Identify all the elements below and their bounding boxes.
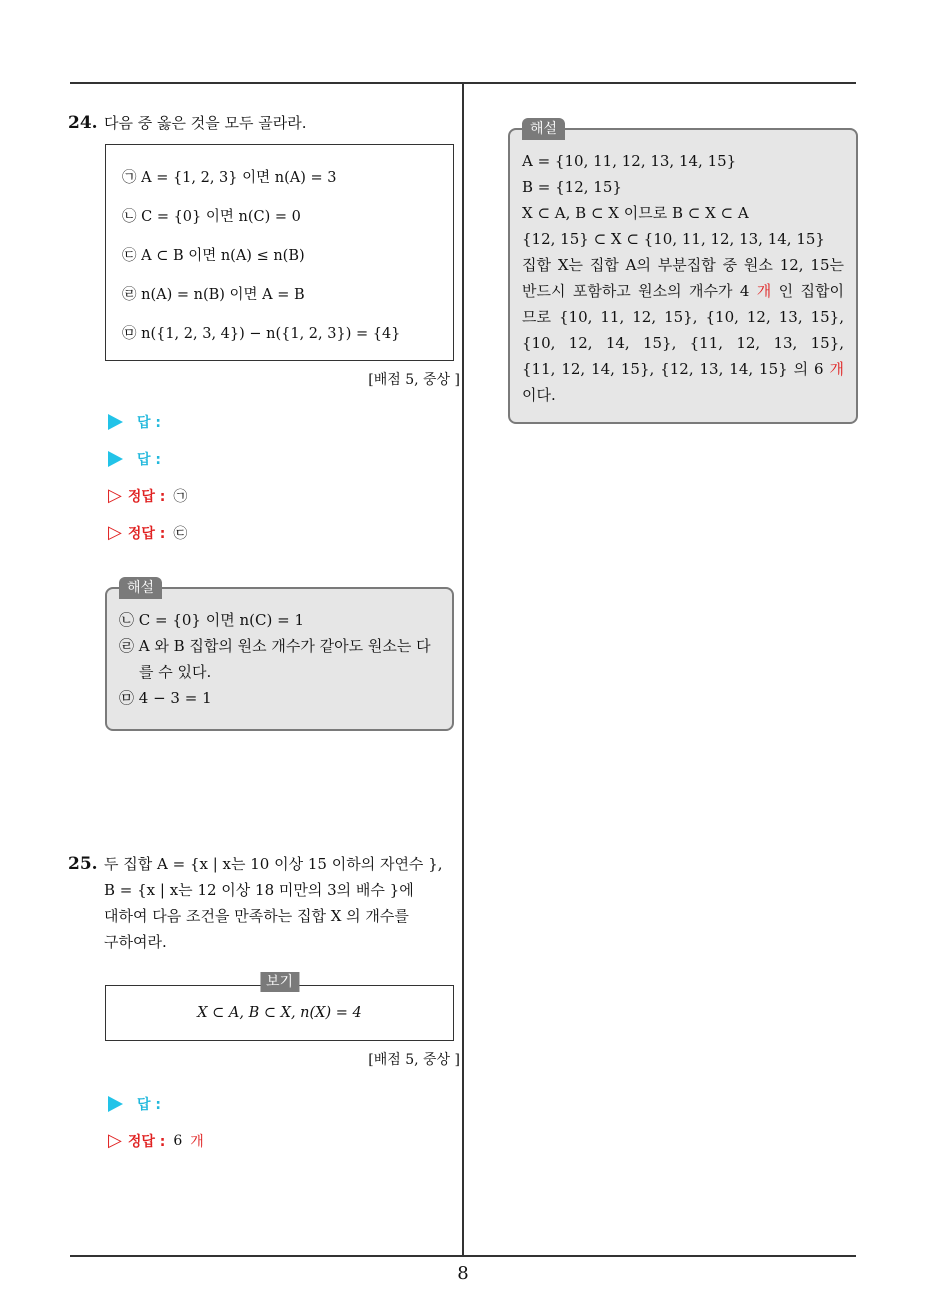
answer-triangle-icon bbox=[108, 414, 123, 430]
question-line: 두 집합 A = {x | x는 10 이상 15 이하의 자연수 }, bbox=[104, 855, 443, 873]
correct-value: ㉠ bbox=[173, 488, 188, 505]
explanation-box-25 bbox=[508, 121, 858, 424]
answer-line-1 bbox=[108, 1085, 454, 1122]
explanation-line: ㉤ 4 − 3 = 1 bbox=[119, 689, 212, 707]
choice-4: ㉣ n(A) = n(B) 이면 A = B bbox=[122, 287, 305, 303]
explanation-line: A = {10, 11, 12, 13, 14, 15} bbox=[522, 152, 737, 170]
explanation-line: 를 수 있다. bbox=[139, 663, 212, 681]
correct-answer-2 bbox=[108, 514, 454, 551]
correct-answer-1 bbox=[108, 1122, 454, 1159]
question-24 bbox=[68, 110, 454, 136]
outline-triangle-icon: ▷ bbox=[108, 1130, 122, 1151]
explanation-line: 므로 {10, 11, 12, 15}, {10, 12, 13, 15}, bbox=[522, 308, 844, 326]
points-label: [배점 5, 중상 ] bbox=[368, 372, 460, 388]
choice-2: ㉡ C = {0} 이면 n(C) = 0 bbox=[122, 209, 301, 225]
answer-line-1 bbox=[108, 403, 454, 440]
explanation-line: ㉣ A 와 B 집합의 원소 개수가 같아도 원소는 다 bbox=[119, 637, 431, 655]
bottom-rule bbox=[70, 1255, 856, 1257]
question-line: 구하여라. bbox=[104, 933, 167, 951]
column-divider bbox=[462, 83, 464, 1256]
explanation-text: 이다. bbox=[522, 386, 556, 404]
correct-unit: 개 bbox=[190, 1133, 204, 1150]
correct-value: 6 bbox=[173, 1132, 183, 1149]
explanation-line: X ⊂ A, B ⊂ X 이므로 B ⊂ X ⊂ A bbox=[522, 204, 749, 222]
explanation-line: 집합 X는 집합 A의 부분집합 중 원소 12, 15는 bbox=[522, 256, 844, 274]
correct-value: ㉢ bbox=[173, 525, 188, 542]
explanation-tag: 해설 bbox=[522, 118, 565, 140]
explanation-line: {10, 12, 14, 15}, {11, 12, 13, 15}, bbox=[522, 334, 844, 352]
choices-box bbox=[105, 144, 454, 361]
explanation-line bbox=[522, 278, 844, 304]
explanation-box-24 bbox=[105, 580, 454, 731]
explanation-text: {11, 12, 14, 15}, {12, 13, 14, 15} 의 6 bbox=[522, 360, 824, 378]
choice-1: ㉠ A = {1, 2, 3} 이면 n(A) = 3 bbox=[122, 170, 337, 186]
answer-label: 답 : bbox=[137, 451, 161, 468]
explanation-text: 반드시 포함하고 원소의 개수가 4 bbox=[522, 282, 750, 300]
page-number: 8 bbox=[457, 1263, 469, 1284]
outline-triangle-icon: ▷ bbox=[108, 485, 122, 506]
right-column bbox=[508, 121, 858, 424]
explanation-highlight: 개 bbox=[829, 360, 844, 378]
answer-triangle-icon bbox=[108, 451, 123, 467]
explanation-tag: 해설 bbox=[119, 577, 162, 599]
points-label: [배점 5, 중상 ] bbox=[368, 1052, 460, 1068]
question-number: 25. bbox=[68, 854, 98, 874]
answer-label: 답 : bbox=[137, 1096, 161, 1113]
question-25 bbox=[68, 851, 454, 955]
question-text: 다음 중 옳은 것을 모두 골라라. bbox=[104, 114, 307, 132]
correct-label: 정답 : bbox=[127, 488, 166, 505]
explanation-highlight: 개 bbox=[756, 282, 772, 300]
choice-3: ㉢ A ⊂ B 이면 n(A) ≤ n(B) bbox=[122, 248, 305, 264]
explanation-line: ㉡ C = {0} 이면 n(C) = 1 bbox=[119, 611, 304, 629]
explanation-line: B = {12, 15} bbox=[522, 178, 622, 196]
question-text bbox=[104, 851, 454, 955]
answer-line-2 bbox=[108, 440, 454, 477]
correct-label: 정답 : bbox=[127, 525, 166, 542]
question-line: 대하여 다음 조건을 만족하는 집합 X 의 개수를 bbox=[104, 907, 409, 925]
outline-triangle-icon: ▷ bbox=[108, 522, 122, 543]
condition-box bbox=[105, 974, 454, 1041]
condition-tag: 보기 bbox=[260, 972, 299, 992]
correct-answer-1 bbox=[108, 477, 454, 514]
answer-label: 답 : bbox=[137, 414, 161, 431]
explanation-line: {12, 15} ⊂ X ⊂ {10, 11, 12, 13, 14, 15} bbox=[522, 230, 825, 248]
answer-triangle-icon bbox=[108, 1096, 123, 1112]
correct-label: 정답 : bbox=[127, 1133, 166, 1150]
question-line: B = {x | x는 12 이상 18 미만의 3의 배수 }에 bbox=[104, 881, 414, 899]
left-column bbox=[68, 110, 460, 1159]
question-number: 24. bbox=[68, 113, 98, 133]
choice-5: ㉤ n({1, 2, 3, 4}) − n({1, 2, 3}) = {4} bbox=[122, 326, 401, 342]
condition-text: X ⊂ A, B ⊂ X, n(X) = 4 bbox=[197, 1005, 362, 1021]
explanation-text: 인 집합이 bbox=[778, 282, 844, 300]
explanation-line bbox=[522, 356, 844, 408]
